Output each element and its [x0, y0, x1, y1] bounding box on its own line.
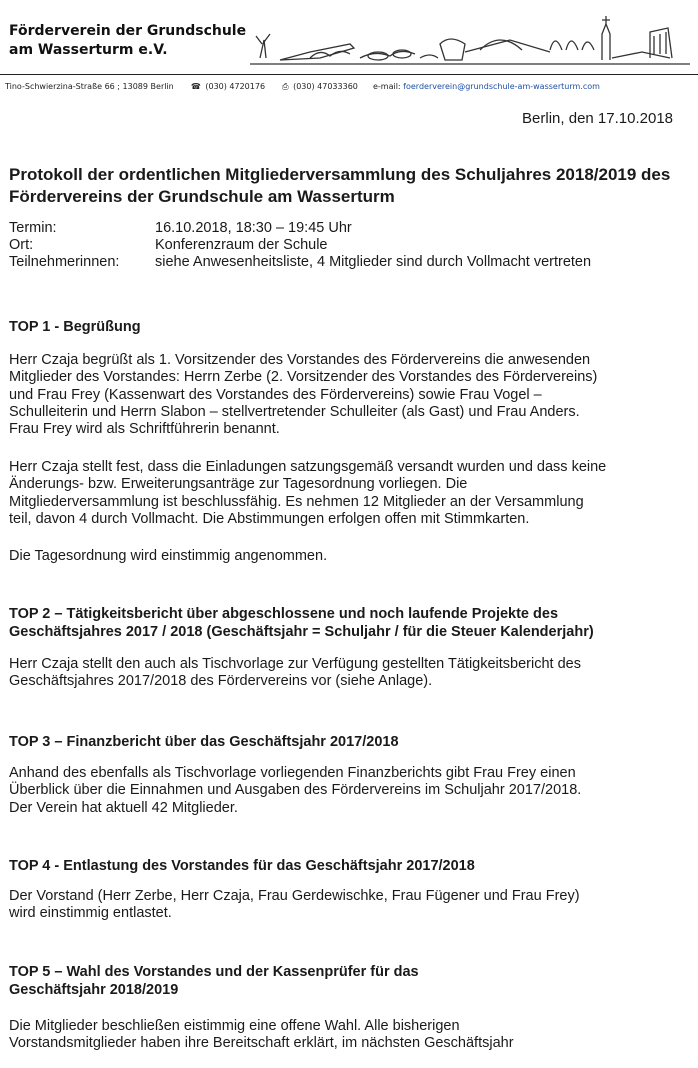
- text-line: teil, davon 4 durch Vollmacht. Die Abstimmungen erfolgen offen mit Stimmkarten.: [9, 510, 530, 527]
- meta-row-location: [9, 237, 591, 254]
- email-label: e-mail:: [372, 82, 401, 91]
- letterhead: [0, 0, 698, 100]
- header-divider: [0, 74, 698, 75]
- text-line: Der Verein hat aktuell 42 Mitglieder.: [9, 799, 238, 816]
- top1-paragraph-3: [9, 548, 693, 565]
- phone-number: (030) 4720176: [205, 82, 266, 91]
- document-date: Berlin, den 17.10.2018: [522, 110, 673, 127]
- address: Tino-Schwierzina-Straße 66 ; 13089 Berlin: [5, 82, 174, 91]
- meta-value: siehe Anwesenheitsliste, 4 Mitglieder sind durch Vollmacht vertreten: [155, 254, 592, 270]
- section-top5: [9, 963, 693, 999]
- text-line: Überblick über die Einnahmen und Ausgaben des Fördervereins im Schuljahr 2017/2018.: [9, 782, 582, 799]
- text-line: wird einstimmig entlastet.: [9, 905, 172, 922]
- top1-paragraph-1: [9, 352, 693, 438]
- section-heading: TOP 2 – Tätigkeitsbericht über abgeschlossene und noch laufende Projekte des: [9, 606, 559, 622]
- text-line: Schulleiterin und Herrn Slabon – stellvertretender Schulleiter (als Gast) und Frau Anders.: [9, 403, 580, 420]
- top2-paragraph: [9, 656, 693, 691]
- text-line: Mitglieder des Vorstandes: Herrn Zerbe (2. Vorsitzender des Vorstandes des Fördervereins): [9, 369, 598, 386]
- section-top2: [9, 605, 693, 641]
- meta-row-date: [9, 220, 591, 237]
- section-heading: Geschäftsjahr 2018/2019: [9, 982, 179, 998]
- fax-number: (030) 47033360: [293, 82, 358, 91]
- meeting-meta: [9, 220, 591, 271]
- text-line: Geschäftsjahres 2017/2018 des Fördervereins vor (siehe Anlage).: [9, 673, 433, 690]
- meta-row-participants: [9, 254, 591, 271]
- fax-icon: ⎙: [282, 82, 289, 91]
- section-heading: Geschäftsjahres 2017 / 2018 (Geschäftsjahr = Schuljahr / für die Steuer Kalenderjahr): [9, 624, 594, 640]
- section-heading: TOP 3 – Finanzbericht über das Geschäftsjahr 2017/2018: [9, 734, 399, 750]
- text-line: Die Mitglieder beschließen eistimmig eine offene Wahl. Alle bisherigen: [9, 1018, 460, 1034]
- document-title: Protokoll der ordentlichen Mitgliederversammlung des Schuljahres 2018/2019 des Fördervereins der Grundschule am Wasserturm: [9, 165, 671, 206]
- top3-paragraph: [9, 765, 693, 817]
- meta-key: Teilnehmerinnen:: [9, 254, 120, 270]
- text-line: Herr Czaja begrüßt als 1. Vorsitzender des Vorstandes des Fördervereins die anwesenden: [9, 352, 591, 368]
- top1-paragraph-2: [9, 459, 693, 528]
- text-line: Änderungs- bzw. Erweiterungsanträge zur Tagesordnung vorliegen. Die: [9, 476, 468, 493]
- org-name-line1: Förderverein der Grundschule: [9, 23, 247, 39]
- meta-value: 16.10.2018, 18:30 – 19:45 Uhr: [155, 220, 352, 236]
- text-line: Die Tagesordnung wird einstimmig angenommen.: [9, 548, 328, 564]
- top4-paragraph: [9, 888, 693, 923]
- text-line: Vorstandsmitglieder haben ihre Bereitschaft erklärt, im nächsten Geschäftsjahr: [9, 1035, 514, 1052]
- meta-value: Konferenzraum der Schule: [155, 237, 328, 253]
- text-line: Herr Czaja stellt fest, dass die Einladungen satzungsgemäß versandt wurden und dass keine: [9, 459, 607, 475]
- text-line: Mitgliederversammlung ist beschlussfähig. Es nehmen 12 Mitglieder an der Versammlung: [9, 493, 584, 510]
- meta-key: Termin:: [9, 220, 57, 236]
- section-heading: TOP 4 - Entlastung des Vorstandes für das Geschäftsjahr 2017/2018: [9, 858, 475, 874]
- text-line: und Frau Frey (Kassenwart des Vorstandes des Fördervereins) sowie Frau Vogel –: [9, 386, 542, 403]
- top5-paragraph: [9, 1018, 693, 1053]
- text-line: Anhand des ebenfalls als Tischvorlage vorliegenden Finanzberichts gibt Frau Frey einen: [9, 765, 576, 781]
- text-line: Der Vorstand (Herr Zerbe, Herr Czaja, Frau Gerdewischke, Frau Fügener und Frau Frey): [9, 888, 580, 904]
- skyline-illustration: [250, 14, 690, 70]
- section-top1: [9, 318, 693, 336]
- phone-icon: ☎: [190, 82, 201, 91]
- section-top3: [9, 733, 693, 751]
- text-line: Frau Frey wird als Schriftführerin benannt.: [9, 421, 280, 438]
- organization-name: [9, 22, 246, 60]
- section-heading: TOP 1 - Begrüßung: [9, 319, 141, 335]
- email-link[interactable]: foerderverein@grundschule-am-wasserturm.com: [403, 82, 600, 91]
- org-name-line2: am Wasserturm e.V.: [9, 42, 168, 58]
- contact-line: [5, 82, 600, 92]
- section-top4: [9, 857, 693, 875]
- meta-key: Ort:: [9, 237, 34, 253]
- text-line: Herr Czaja stellt den auch als Tischvorlage zur Verfügung gestellten Tätigkeitsbericht des: [9, 656, 581, 672]
- section-heading: TOP 5 – Wahl des Vorstandes und der Kassenprüfer für das: [9, 964, 419, 980]
